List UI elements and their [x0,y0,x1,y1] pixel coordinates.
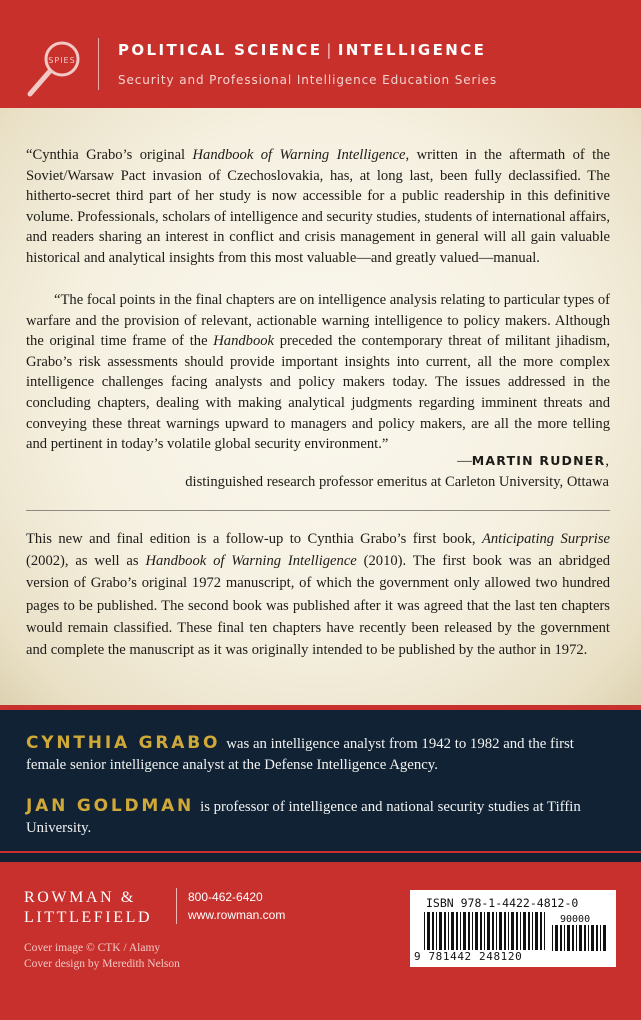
quote-text: “The focal points in the final chapters are on intelligence analysis relating to particular types of warfare and the provision of relevant, actionable warning intelligence to policy makers. Although the original time frame of the [26,292,610,350]
barcode-bar [456,912,458,950]
barcode-bar [520,912,521,950]
barcode-bar [560,925,562,951]
barcode-bar [487,912,490,950]
endorser-attribution [457,453,609,470]
barcode-bar [528,912,530,950]
logo-text: SPIES [48,56,76,65]
edition-text: (2010). The first book was an abridged version of Grabo’s original 1972 manuscript, of which the government only allowed two hundred pages to be published. The second book was published after it was agreed that the last ten chapters would remain classified. These final ten chapters have recently been released by the government and complete the manuscript as it was originally intended to be published by the author in 1972. [26,553,610,659]
barcode-bar [532,912,533,950]
edition-description [26,528,610,661]
addon-barcode-icon [552,925,608,951]
barcode-bar [432,912,434,950]
quote-text: “Cynthia Grabo’s original [26,147,193,163]
barcode-bar [572,925,574,951]
barcode-bar [472,912,473,950]
author-band-bottom-rule [0,851,641,853]
barcode-bar [511,912,514,950]
cover-design-credit: Cover design by Meredith Nelson [24,958,180,970]
cover-credits [24,940,180,972]
barcode-bar [588,925,589,951]
isbn-number: ISBN 978-1-4422-4812-0 [426,896,579,910]
barcode-bar [603,925,606,951]
barcode-bar [584,925,586,951]
barcode-bar [596,925,598,951]
endorsement-paragraph-2 [26,290,610,455]
barcode-bar [523,912,526,950]
endorsement-paragraph-1 [26,145,610,269]
barcode-bar [499,912,502,950]
author-name: CYNTHIA GRABO [26,733,221,753]
barcode-bar [492,912,494,950]
barcode-bar [540,912,542,950]
series-title [118,41,486,59]
series-title-separator: | [326,41,334,59]
header-divider [98,38,99,90]
magnifying-glass-logo-icon [22,34,100,100]
barcode-bar [567,925,570,951]
series-title-right: INTELLIGENCE [337,41,487,59]
ean-barcode-icon [424,912,548,950]
publisher-name-line-2: LITTLEFIELD [24,909,153,926]
barcode-bar [552,925,553,951]
barcode-bar [600,925,601,951]
barcode-bar [427,912,430,950]
attribution-dash: — [457,453,472,469]
barcode-bar [480,912,482,950]
publisher-divider [176,888,177,924]
barcode-digits: 9 781442 248120 [414,950,523,963]
book-title: Handbook [213,333,275,350]
barcode-bar [576,925,577,951]
publisher-logo [24,888,152,928]
barcode-bar [460,912,461,950]
quote-text: preceded the contemporary threat of militant jihadism, Grabo’s risk assessments should provide important insights into current, all the more complex intelligence challenges facing analysts and policy makers today. The issues addressed in the concluding chapters, dealing with making analytical judgments regarding imminent threats and conveying these threat warnings upward to managers and policy makers, are all the more telling and pertinent in today’s volatile global security environment.” [26,333,611,453]
barcode-bar [516,912,518,950]
barcode-bar [448,912,449,950]
author-bio-1 [26,733,616,776]
barcode-bar [451,912,454,950]
publisher-phone: 800-462-6420 [188,890,263,904]
author-bio-text: was an intelligence analyst from 1942 to 1982 and the first female senior intelligence analyst at the Defense Intelligence Agency. [26,736,574,773]
series-subtitle: Security and Professional Intelligence Education Series [118,73,498,87]
barcode-bar [555,925,558,951]
barcode-bar [468,912,470,950]
barcode-bar [496,912,497,950]
barcode-bar [484,912,485,950]
endorser-title: distinguished research professor emeritus at Carleton University, Ottawa [185,474,609,490]
publisher-website: www.rowman.com [188,908,286,922]
barcode-bar [444,912,446,950]
cover-image-credit: Cover image © CTK / Alamy [24,942,161,954]
section-divider [26,510,610,511]
publisher-contact [188,888,285,924]
barcode-bar [508,912,509,950]
book-title: Anticipating Surprise [481,531,610,547]
barcode-bar [424,912,425,950]
publisher-name-line-1: ROWMAN & [24,889,136,906]
author-bio-text: is professor of intelligence and national security studies at Tiffin University. [26,799,581,836]
edition-text: (2002), as well as [26,553,146,570]
barcode-bar [463,912,466,950]
edition-text: This new and final edition is a follow-up to Cynthia Grabo’s first book, [26,531,482,547]
barcode-bar [544,912,545,950]
author-name: JAN GOLDMAN [26,796,195,816]
barcode-bar [579,925,582,951]
barcode-bar [436,912,437,950]
isbn-barcode [410,890,616,967]
barcode-bar [591,925,594,951]
attribution-comma: , [605,453,609,469]
price-addon-code: 90000 [560,914,591,925]
quote-text: , written in the aftermath of the Soviet/Warsaw Pact invasion of Czechoslovakia, has, at long last, been fully declassified. The hitherto-secret third part of her study is now accessible for a public readership in this definitive volume. Professionals, scholars of intelligence and security studies, students of international affairs, and readers sharing an interest in conflict and crisis management in general will all gain valuable historical and analytical insights from this most valuable—and greatly valued—manual. [26,147,611,266]
series-title-left: POLITICAL SCIENCE [118,41,323,59]
book-title: Handbook of Warning Intelligence [145,553,357,570]
barcode-bar [535,912,538,950]
barcode-bar [439,912,442,950]
book-title: Handbook of Warning Intelligence [192,147,406,163]
barcode-bar [504,912,506,950]
endorser-name: MARTIN RUDNER [471,453,606,468]
author-bio-2 [26,796,616,839]
barcode-bar [564,925,565,951]
barcode-bar [475,912,478,950]
